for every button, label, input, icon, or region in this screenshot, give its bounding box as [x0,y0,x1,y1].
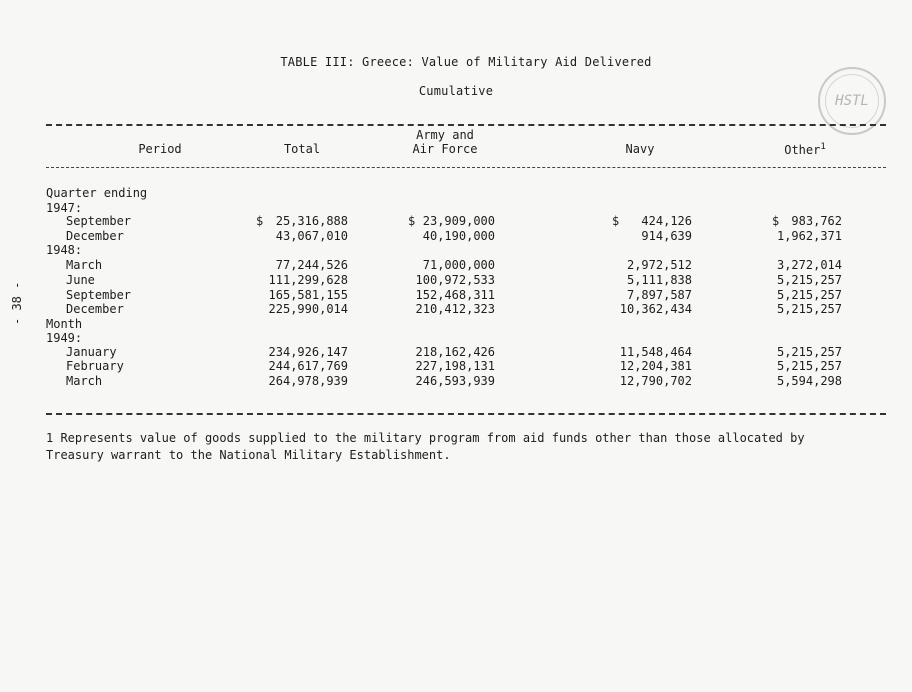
other-cell: 983,762 [791,214,842,228]
table-row [0,214,912,229]
top-rule [46,124,886,126]
navy-cell: 12,790,702 [619,374,692,388]
total-cell: 234,926,147 [268,345,348,359]
period-cell: December [66,229,124,243]
army-cell: 218,162,426 [415,345,495,359]
footnote-marker: 1 [820,142,826,152]
currency-total: $ [256,214,264,228]
group-month-label: Month [46,317,83,331]
footnote-line-1: 1 Represents value of goods supplied to the military program from aid funds other than those allocated by [46,431,805,445]
currency-navy: $ [612,214,620,228]
header-other [765,140,845,157]
year-1949-label: 1949: [46,331,83,345]
total-cell: 43,067,010 [275,229,348,243]
period-cell: September [66,288,132,302]
table-subtitle: Cumulative [418,84,494,98]
header-other-label: Other [784,143,821,157]
currency-army: $ [408,214,416,228]
total-cell: 165,581,155 [268,288,348,302]
header-navy: Navy [625,142,655,156]
page-number: - 38 - [10,281,24,325]
navy-cell: 10,362,434 [619,302,692,316]
period-cell: December [66,302,124,316]
army-cell: 210,412,323 [415,302,495,316]
currency-other: $ [772,214,780,228]
army-cell: 152,468,311 [415,288,495,302]
other-cell: 5,215,257 [776,302,842,316]
total-cell: 25,316,888 [275,214,348,228]
header-army-line2: Air Force [412,142,478,156]
army-cell: 246,593,939 [415,374,495,388]
bottom-rule [46,413,886,415]
year-row [0,243,912,258]
other-cell: 5,215,257 [776,359,842,373]
table-row [0,302,912,317]
year-row [0,331,912,346]
army-cell: 71,000,000 [422,258,495,272]
total-cell: 264,978,939 [268,374,348,388]
navy-cell: 424,126 [641,214,692,228]
table-title: TABLE III: Greece: Value of Military Aid Delivered [280,55,652,69]
table-row [0,273,912,288]
header-rule [46,167,886,168]
footnote-line-2: Treasury warrant to the National Military Establishment. [46,448,451,462]
period-cell: March [66,258,103,272]
total-cell: 77,244,526 [275,258,348,272]
year-1948-label: 1948: [46,243,83,257]
navy-cell: 11,548,464 [619,345,692,359]
table-row [0,229,912,244]
total-cell: 225,990,014 [268,302,348,316]
period-cell: September [66,214,132,228]
total-cell: 111,299,628 [268,273,348,287]
header-army-air-force [395,128,495,156]
army-cell: 227,198,131 [415,359,495,373]
header-army-line1: Army and [416,128,474,142]
group-label-row [0,186,912,201]
navy-cell: 2,972,512 [626,258,692,272]
period-cell: February [66,359,124,373]
total-cell: 244,617,769 [268,359,348,373]
table-row [0,288,912,303]
table-row [0,374,912,389]
other-cell: 5,215,257 [776,288,842,302]
year-1947-label: 1947: [46,201,83,215]
army-cell: 23,909,000 [422,214,495,228]
navy-cell: 5,111,838 [626,273,692,287]
army-cell: 40,190,000 [422,229,495,243]
other-cell: 1,962,371 [776,229,842,243]
table-row [0,359,912,374]
header-period: Period [138,142,182,156]
period-cell: March [66,374,103,388]
other-cell: 5,215,257 [776,345,842,359]
other-cell: 5,594,298 [776,374,842,388]
other-cell: 3,272,014 [776,258,842,272]
period-cell: January [66,345,117,359]
army-cell: 100,972,533 [415,273,495,287]
table-row [0,345,912,360]
navy-cell: 914,639 [641,229,692,243]
stamp-text: HSTL [835,93,869,109]
period-cell: June [66,273,95,287]
table-row [0,258,912,273]
navy-cell: 12,204,381 [619,359,692,373]
header-total: Total [283,142,321,156]
other-cell: 5,215,257 [776,273,842,287]
footnote [46,430,906,464]
group-quarter-label: Quarter ending [46,186,148,200]
group-label-row [0,317,912,332]
navy-cell: 7,897,587 [626,288,692,302]
